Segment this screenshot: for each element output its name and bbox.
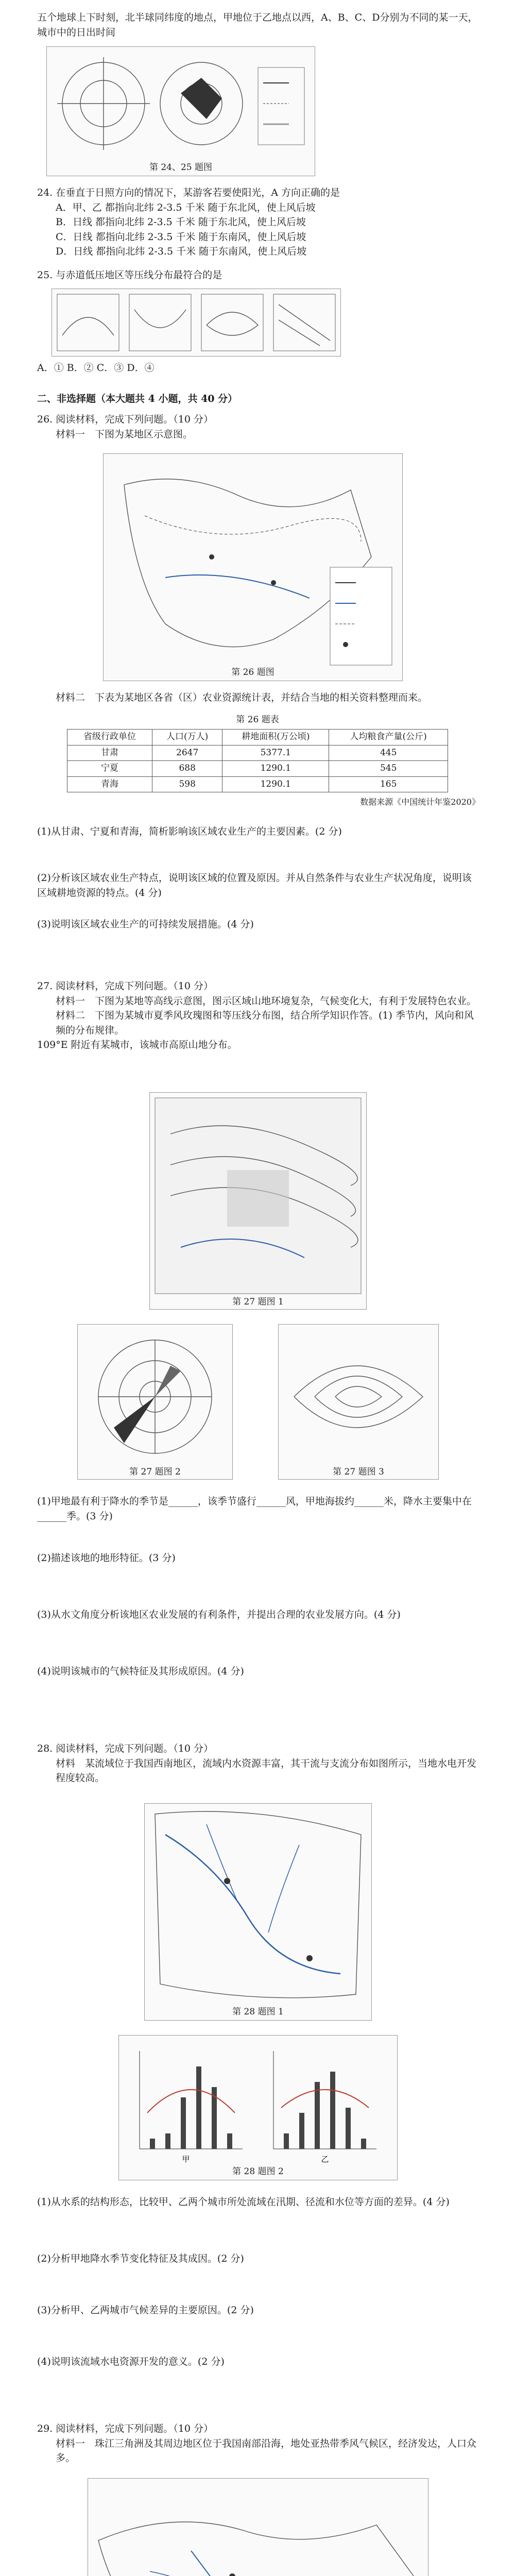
contour-map-27 xyxy=(150,1093,366,1309)
q29-material: 材料一 珠江三角洲及其周边地区位于我国南部沿海，地处亚热带季风气候区，经济发达，人口众多。 xyxy=(56,2437,477,2464)
q27-sub: (1)甲地最有利于降水的季节是______，该季节盛行______风，甲地海拔约______米，降水主要集中在______季。(3 分) xyxy=(37,1496,472,1522)
q29-head: 29. 阅读材料，完成下列问题。（10 分） xyxy=(37,2423,213,2434)
table-header: 人均粮食产量(公斤) xyxy=(329,730,448,745)
figure-28-1 xyxy=(144,1803,372,2021)
climate-chart-jia xyxy=(140,2051,243,2164)
map-26 xyxy=(104,454,402,681)
figure-27-1 xyxy=(149,1092,367,1310)
figure-28-2 xyxy=(118,2035,398,2180)
fig-caption: 第 28 题图 2 xyxy=(232,2166,284,2177)
q27-head: 27. 阅读材料，完成下列问题。（10 分） xyxy=(37,980,213,992)
question-25-stem: 25. 与赤道低压地区等压线分布最符合的是 xyxy=(37,269,222,281)
q24-option: A．甲、乙 都指向北纬 2-3.5 千米 随于东北风，使上风后坡 xyxy=(56,201,316,213)
table-cell: 1290.1 xyxy=(222,776,329,792)
q28-sub: (4)说明该流域水电资源开发的意义。(2 分) xyxy=(37,2356,225,2367)
q24-option: D．日线 都指向北纬 2-3.5 千米 随于东南风，使上风后坡 xyxy=(56,246,307,257)
q26-sub: (2)分析该区域农业生产特点，说明该区域的位置及原因。并从自然条件与农业生产状况角度，说明该区域耕地资源的特点。(4 分) xyxy=(37,872,472,899)
q24-option: B．日线 都指向北纬 2-3.5 千米 随于东北风，使上风后坡 xyxy=(56,216,306,228)
q28-head: 28. 阅读材料，完成下列问题。（10 分） xyxy=(37,1743,213,1754)
q27-note: 109°E 附近有某城市，该城市高原山地分布。 xyxy=(37,1039,237,1050)
table-cell: 545 xyxy=(329,761,448,777)
table-header: 人口(万人) xyxy=(152,730,222,745)
q26-sub: (3)说明该区域农业生产的可持续发展措施。(4 分) xyxy=(37,919,254,930)
table-cell: 宁夏 xyxy=(67,761,152,777)
fig-caption: 第 28 题图 1 xyxy=(232,2007,284,2017)
table-header: 省级行政单位 xyxy=(67,730,152,745)
climate-chart-yi xyxy=(273,2051,376,2164)
fig-caption: 第 27 题图 1 xyxy=(232,1297,284,1307)
intro-text: 五个地球上下时刻，北半球同纬度的地点，甲地位于乙地点以西，A、B、C、D分别为不同的某一天，城市中的日出时间 xyxy=(37,12,478,38)
q27-subquestions xyxy=(37,1494,480,1679)
table-cell: 甘肃 xyxy=(67,745,152,761)
q28-subquestions xyxy=(37,2195,480,2369)
table26-source: 数据来源《中国统计年鉴2020》 xyxy=(360,797,480,807)
question-24-stem: 24. 在垂直于日照方向的情况下，某游客若要使阳光，A 方向正确的是 xyxy=(37,187,340,198)
table-cell: 5377.1 xyxy=(222,745,329,761)
question-27 xyxy=(37,979,480,1053)
question-25 xyxy=(37,268,480,283)
table-cell: 青海 xyxy=(67,776,152,792)
q25-options: A．① B．② C．③ D．④ xyxy=(37,362,154,374)
q27-sub: (4)说明该城市的气候特征及其形成原因。(4 分) xyxy=(37,1666,244,1677)
question-26 xyxy=(37,412,480,442)
figure-25-isobars xyxy=(52,289,341,357)
q27-material: 材料一 下图为某地等高线示意图，图示区域山地环境复杂，气候变化大，有利于发展特色农业。 xyxy=(56,995,477,1007)
figure-27-3 xyxy=(278,1324,439,1480)
figure-27-2 xyxy=(77,1324,233,1480)
orbit-diagram xyxy=(47,47,315,176)
table-cell: 165 xyxy=(329,776,448,792)
fig-caption: 第 27 题图 3 xyxy=(333,1467,384,1477)
q26-sub: (1)从甘肃、宁夏和青海，简析影响该区域农业生产的主要因素。(2 分) xyxy=(37,826,342,837)
q27-material2: 材料二 下图为某城市夏季风玫瑰图和等压线分布图，结合所学知识作答。(1) 季节内，风向和风频的分布规律。 xyxy=(56,1010,474,1036)
isobar-map-27 xyxy=(279,1325,438,1469)
q26-subquestions xyxy=(37,824,480,932)
figure-24-25 xyxy=(46,46,315,176)
river-map-28 xyxy=(145,1804,371,2005)
table-cell: 598 xyxy=(152,776,222,792)
table-header-row xyxy=(67,730,448,745)
table-cell: 445 xyxy=(329,745,448,761)
q28-material: 材料 某流域位于我国西南地区，流域内水资源丰富，其干流与支流分布如图所示，当地水电开发程度较高。 xyxy=(56,1757,477,1784)
question-28 xyxy=(37,1741,480,1786)
delta-map-29 xyxy=(88,2479,428,2576)
q28-sub: (1)从水系的结构形态，比较甲、乙两个城市所处流域在汛期、径流和水位等方面的差异。(4 分) xyxy=(37,2196,450,2208)
question-24 xyxy=(37,185,480,259)
question-29 xyxy=(37,2421,480,2466)
chart-label-jia: 甲 xyxy=(182,2155,190,2164)
figure-26-map xyxy=(103,453,403,681)
q26-material2: 材料二 下表为某地区各省（区）农业资源统计表，并结合当地的相关资料整理而来。 xyxy=(56,692,428,703)
table-cell: 2647 xyxy=(152,745,222,761)
table-row xyxy=(67,776,448,792)
q24-option: C．日线 都指向北纬 2-3.5 千米 随于东南风，使上风后坡 xyxy=(56,231,306,243)
table-row xyxy=(67,745,448,761)
table26-caption: 第 26 题表 xyxy=(236,715,279,725)
chart-label-yi: 乙 xyxy=(321,2155,329,2164)
isobar-panels xyxy=(52,289,340,356)
q28-sub: (2)分析甲地降水季节变化特征及其成因。(2 分) xyxy=(37,2253,244,2264)
q27-sub: (2)描述该地的地形特征。(3 分) xyxy=(37,1552,176,1564)
figure-29-map xyxy=(88,2478,428,2576)
fig-caption: 第 24、25 题图 xyxy=(149,162,213,173)
fig-caption: 第 27 题图 2 xyxy=(129,1467,181,1477)
q26-head: 26. 阅读材料，完成下列问题。（10 分） xyxy=(37,414,213,425)
table-header: 耕地面积(万公顷) xyxy=(222,730,329,745)
table-row xyxy=(67,761,448,777)
wind-rose xyxy=(78,1325,232,1469)
climate-charts xyxy=(119,2036,397,2164)
table-26 xyxy=(67,729,448,792)
q27-sub: (3)从水文角度分析该地区农业发展的有利条件，并提出合理的农业发展方向。(4 分) xyxy=(37,1609,401,1620)
table-cell: 1290.1 xyxy=(222,761,329,777)
q26-material: 材料一 下图为某地区示意图。 xyxy=(56,428,193,440)
fig-caption: 第 26 题图 xyxy=(231,667,274,677)
section-2-heading: 二、非选择题（本大题共 4 小题，共 40 分） xyxy=(37,393,238,404)
q28-sub: (3)分析甲、乙两城市气候差异的主要原因。(2 分) xyxy=(37,2304,254,2316)
table-cell: 688 xyxy=(152,761,222,777)
